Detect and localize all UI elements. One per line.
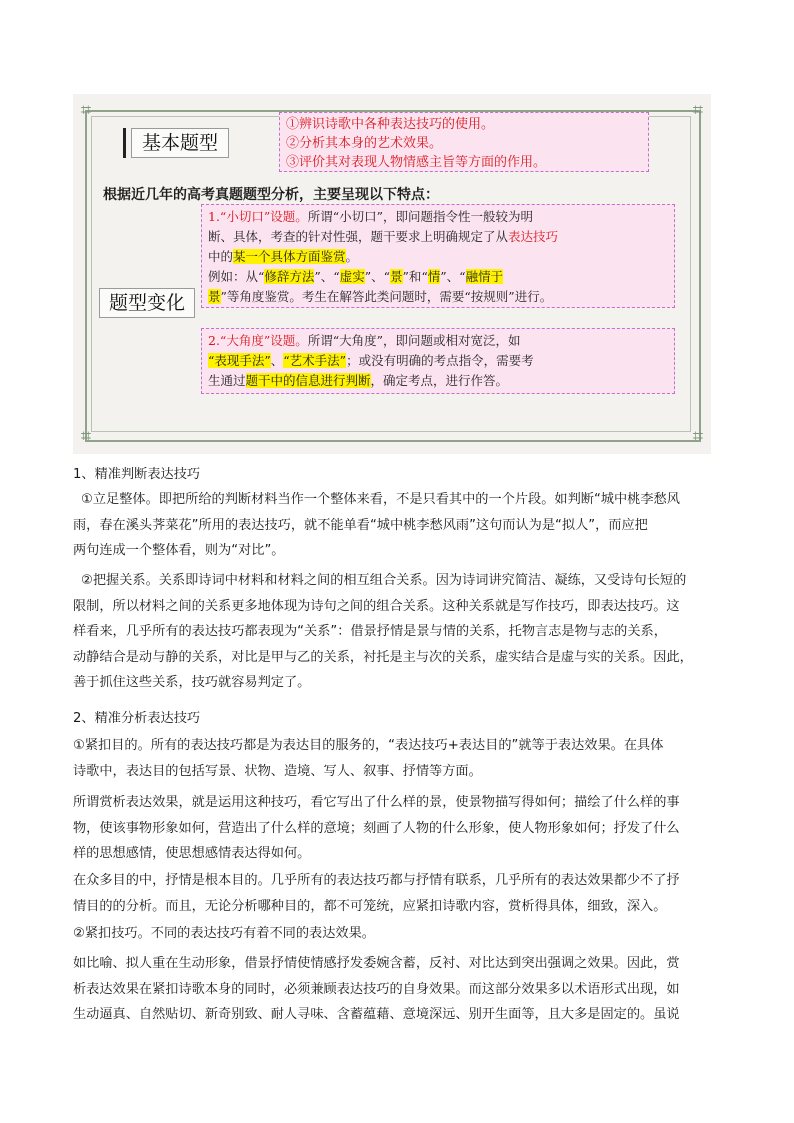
box-line: 1.“小切口”设题。所谓“小切口”，即问题指令性一般较为明 [208, 209, 534, 224]
corner-ornament-icon: ⌗ [80, 426, 92, 447]
box-line: 断、具体，考查的针对性强，题干要求上明确规定了从表达技巧 [208, 229, 559, 244]
wide-angle-box [201, 328, 675, 394]
text-line: 在众多目的中，抒情是根本目的。几乎所有的表达技巧都与抒情有联系，几乎所有的表达效果都少不了抒 [73, 873, 680, 888]
box-line: 例如：从“修辞方法”、“虚实”、“景”和“情”、“融情于 [208, 269, 504, 284]
box-line: “表现手法”、“艺术手法”；或没有明确的考点指令，需要考 [208, 353, 534, 368]
paragraph-whole [73, 487, 733, 564]
text-line: 限制，所以材料之间的关系更多地体现为诗句之间的组合关系。这种关系就是写作技巧，即表达技巧。这 [73, 598, 680, 614]
box-line: 景”等角度鉴赏。考生在解答此类问题时，需要“按规则”进行。 [208, 289, 553, 304]
corner-ornament-icon: ⌗ [692, 100, 704, 121]
basic-type-box [279, 112, 649, 172]
question-type-figure [73, 94, 711, 454]
text-line: 诗歌中，表达目的包括写景、状物、造境、写人、叙事、抒情等方面。 [73, 763, 482, 779]
small-cut-box [201, 204, 675, 308]
paragraph-appreciation [73, 790, 733, 867]
text-line: ①立足整体。即把所给的判断材料当作一个整体来看，不是只看其中的一个片段。如判断“城中桃李愁风 [81, 492, 680, 507]
corner-ornament-icon: ⌗ [80, 100, 92, 121]
type-change-label: 题型变化 [99, 288, 195, 318]
text-line: 情目的的分析。而且，无论分析哪种目的，都不可笼统，应紧扣诗歌内容，赏析得具体，细致，深入。 [73, 898, 667, 914]
paragraph-emotion [73, 868, 733, 919]
box-line: 2.“大角度”设题。所谓“大角度”，即问题或相对宽泛，如 [208, 333, 521, 348]
section-title-1: 1、精准判断表达技巧 [73, 467, 201, 482]
text-line: ①紧扣目的。所有的表达技巧都是为表达目的服务的，“表达技巧+表达目的”就等于表达效果。在具体 [73, 738, 664, 753]
text-line: 两句连成一个整体看，则为“对比”。 [73, 543, 285, 559]
text-line: 如比喻、拟人重在生动形象，借景抒情使情感抒发委婉含蓄，反衬、对比达到突出强调之效果。因此，赏 [73, 956, 680, 971]
corner-ornament-icon: ⌗ [692, 426, 704, 447]
basic-item: ①辨识诗歌中各种表达技巧的使用。 [286, 117, 495, 132]
text-line: 雨，春在溪头荠菜花”所用的表达技巧，就不能单看“城中桃李愁风雨”这句而认为是“拟人”，而应把 [73, 517, 648, 533]
text-line: 所谓赏析表达效果，就是运用这种技巧，看它写出了什么样的景，使景物描写得如何；描绘了什么样的事 [73, 795, 680, 810]
paragraph-technique [73, 921, 733, 947]
text-line: 析表达效果在紧扣诗歌本身的同时，必须兼顾表达技巧的自身效果。而这部分效果多以术语形式出现，如 [73, 981, 680, 997]
label-accent-bar [123, 128, 126, 158]
text-line: 样的思想感情，使思想感情表达得如何。 [73, 846, 311, 862]
paragraph-effects [73, 951, 733, 1028]
basic-item: ③评价其对表现人物情感主旨等方面的作用。 [286, 155, 547, 170]
box-line: 生通过题干中的信息进行判断，确定考点，进行作答。 [208, 373, 509, 388]
text-line: 动静结合是动与静的关系，对比是甲与乙的关系，衬托是主与次的关系，虚实结合是虚与实的关系。因此， [73, 649, 693, 665]
basic-item: ②分析其本身的艺术效果。 [286, 136, 443, 151]
text-line: ②紧扣技巧。不同的表达技巧有着不同的表达效果。 [73, 926, 375, 941]
text-line: 善于抓住这些关系，技巧就容易判定了。 [73, 675, 311, 691]
text-line: 样看来，几乎所有的表达技巧都表现为“关系”：借景抒情是景与情的关系，托物言志是物与志的关系， [73, 624, 667, 640]
text-line: 生动逼真、自然贴切、新奇别致、耐人寻味、含蓄蕴藉、意境深远、别开生面等，且大多是固定的。虽说 [73, 1007, 680, 1023]
feature-heading: 根据近几年的高考真题题型分析，主要呈现以下特点： [103, 187, 439, 203]
text-line: 物，使该事物形象如何，营造出了什么样的意境；刻画了人物的什么形象，使人物形象如何；抒发了什么 [73, 820, 680, 836]
basic-type-label: 基本题型 [131, 128, 229, 158]
text-line: ②把握关系。关系即诗词中材料和材料之间的相互组合关系。因为诗词讲究简洁、凝练，又受诗句长短的 [81, 573, 687, 588]
section-title-2: 2、精准分析表达技巧 [73, 711, 201, 726]
paragraph-relation [73, 568, 733, 696]
box-line: 中的某一个具体方面鉴赏。 [208, 249, 359, 264]
paragraph-purpose [73, 733, 733, 784]
